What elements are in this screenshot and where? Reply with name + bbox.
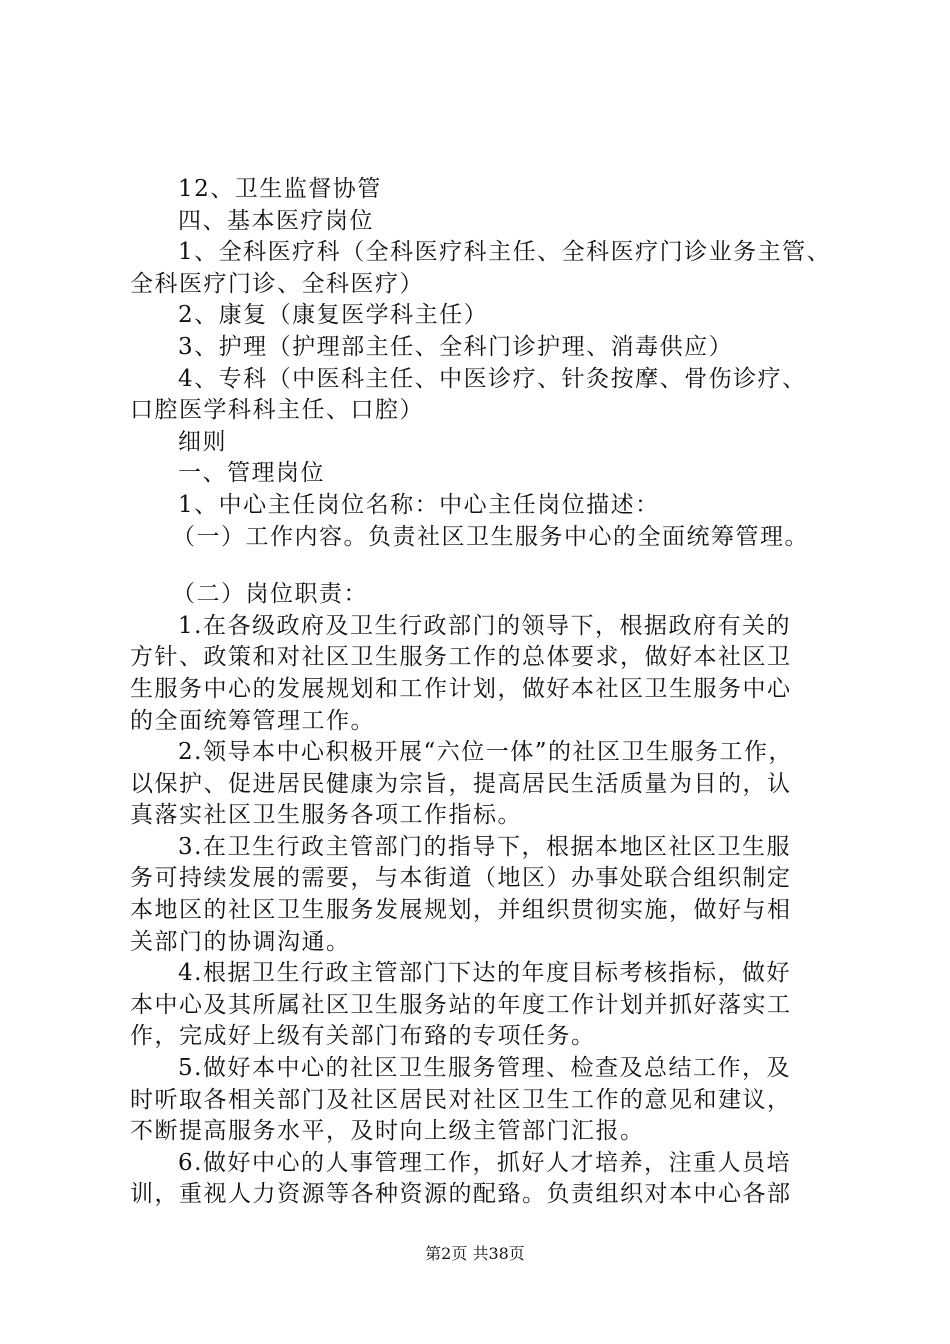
document-body (130, 174, 840, 1211)
text-line: 6.做好中心的人事管理工作，抓好人才培养，注重人员培 (178, 1149, 791, 1176)
text-line: （一）工作内容。负责社区卫生服务中心的全面统筹管理。 (172, 523, 809, 550)
text-line: 以保护、促进居民健康为宗旨，提高居民生活质量为目的，认 (130, 770, 792, 797)
text-line: 四、基本医疗岗位 (178, 207, 374, 234)
text-line: 不断提高服务水平，及时向上级主管部门汇报。 (130, 1118, 645, 1145)
text-line: 12、卫生监督协管 (178, 176, 382, 202)
text-line: 的全面统筹管理工作。 (130, 707, 375, 734)
text-line: 1、中心主任岗位名称：中心主任岗位描述： (178, 491, 660, 518)
text-line: 关部门的协调沟通。 (130, 928, 351, 955)
paragraph-spacer (130, 553, 840, 579)
text-line: 4、专科（中医科主任、中医诊疗、针灸按摩、骨伤诊疗、 (178, 365, 807, 392)
text-line: 时听取各相关部门及社区居民对社区卫生工作的意见和建议， (130, 1086, 792, 1113)
text-line: 细则 (178, 428, 227, 455)
text-line: 全科医疗门诊、全科医疗） (130, 270, 424, 297)
text-line: 2.领导本中心积极开展“六位一体”的社区卫生服务工作， (178, 739, 793, 766)
page-footer: 第2页 共38页 (425, 1244, 525, 1263)
text-line: 2、康复（康复医学科主任） (178, 302, 489, 329)
text-line: 本地区的社区卫生服务发展规划，并组织贯彻实施，做好与相 (130, 897, 792, 924)
text-line: 作，完成好上级有关部门布臵的专项任务。 (130, 1023, 596, 1050)
text-line: 训，重视人力资源等各种资源的配臵。负责组织对本中心各部 (130, 1181, 792, 1208)
text-line: 本中心及其所属社区卫生服务站的年度工作计划并抓好落实工 (130, 991, 792, 1018)
text-line: 口腔医学科科主任、口腔） (130, 397, 424, 424)
text-line: 4.根据卫生行政主管部门下达的年度目标考核指标，做好 (178, 960, 791, 987)
text-line: 3.在卫生行政主管部门的指导下，根据本地区社区卫生服 (178, 833, 791, 860)
text-line: 5.做好本中心的社区卫生服务管理、检查及总结工作，及 (178, 1055, 791, 1082)
text-line: 1、全科医疗科（全科医疗科主任、全科医疗门诊业务主管、 (178, 239, 832, 266)
text-line: 生服务中心的发展规划和工作计划，做好本社区卫生服务中心 (130, 675, 792, 702)
text-line: 务可持续发展的需要，与本街道（地区）办事处联合组织制定 (130, 865, 792, 892)
text-line: 一、管理岗位 (178, 460, 325, 487)
text-line: 1.在各级政府及卫生行政部门的领导下，根据政府有关的 (178, 612, 791, 639)
text-line: 方针、政策和对社区卫生服务工作的总体要求，做好本社区卫 (130, 644, 792, 671)
text-line: 3、护理（护理部主任、全科门诊护理、消毒供应） (178, 333, 734, 360)
text-line: （二）岗位职责： (172, 581, 368, 608)
text-line: 真落实社区卫生服务各项工作指标。 (130, 802, 522, 829)
